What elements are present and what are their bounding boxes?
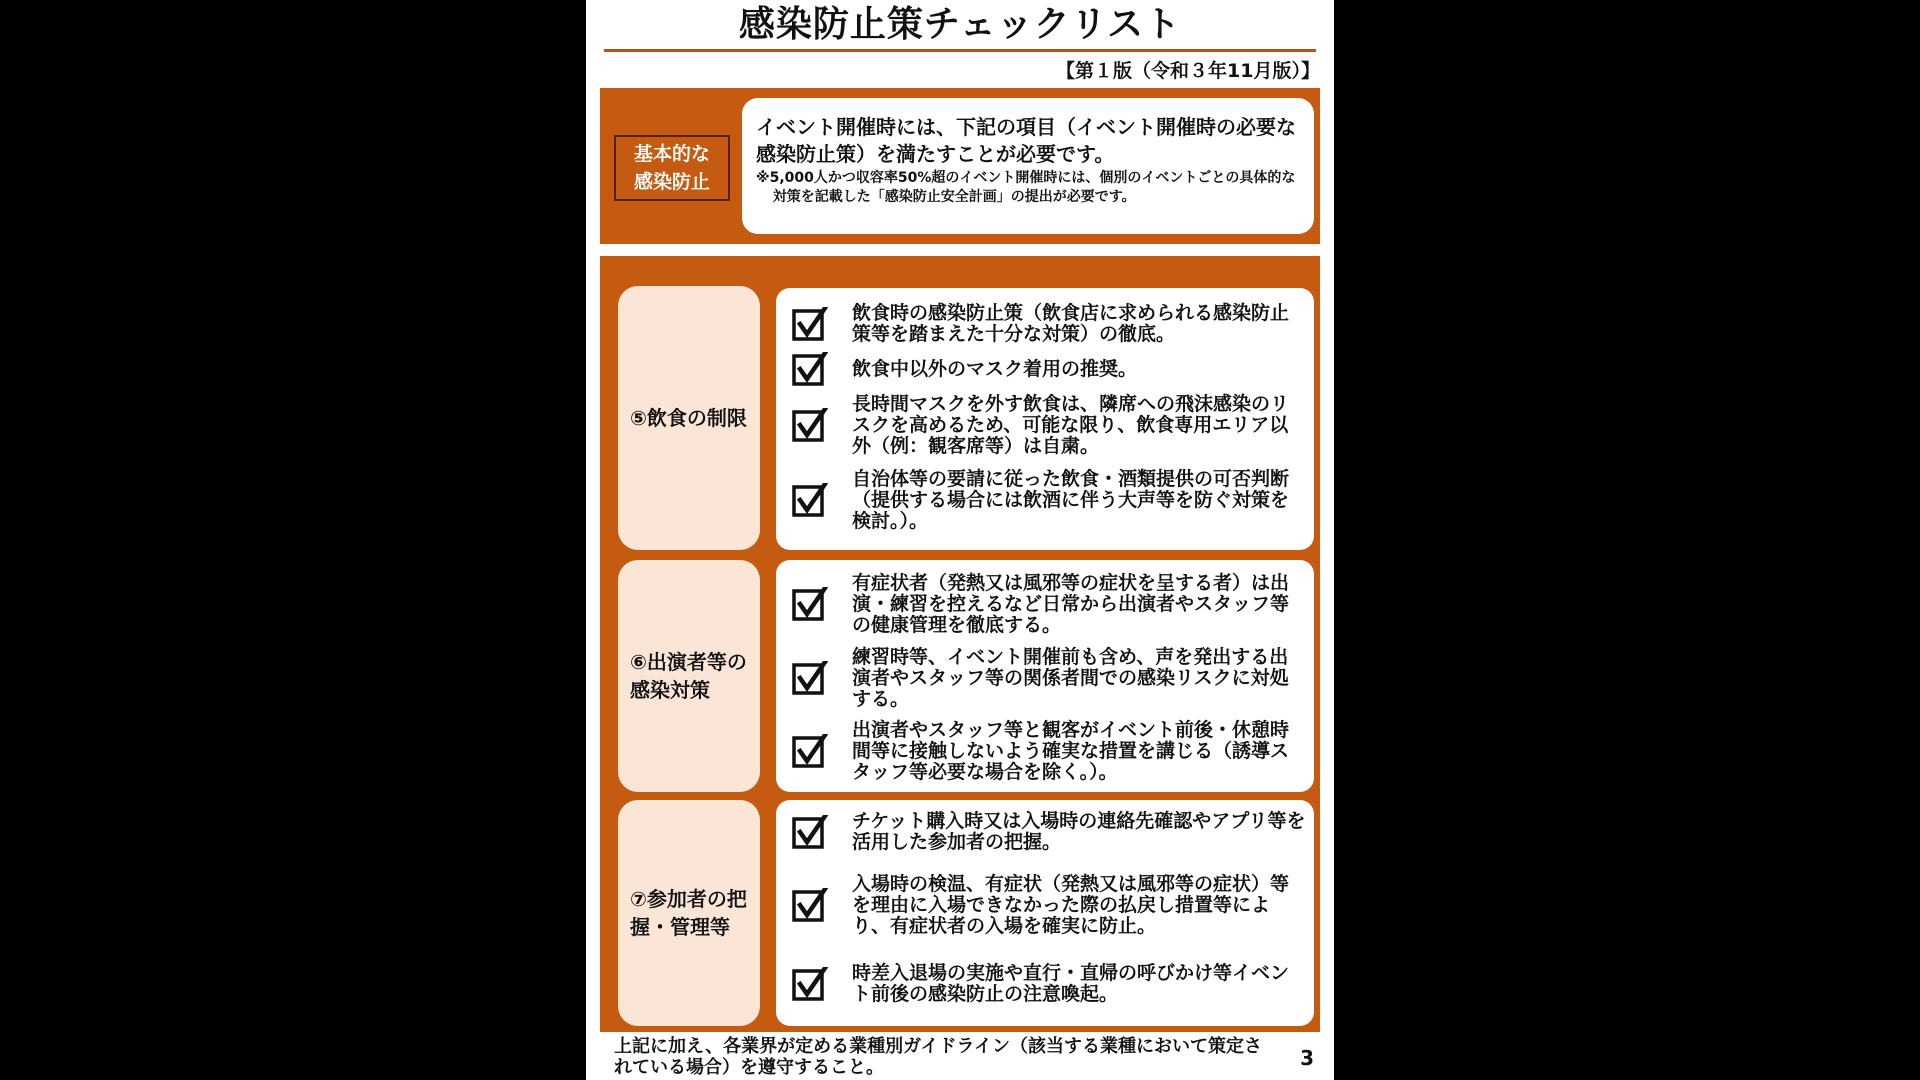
- checkbox-checked-icon: [792, 815, 828, 849]
- checkbox-checked-icon: [792, 734, 828, 768]
- checklist-item: [776, 806, 1314, 858]
- category-5-label-text: ⑤飲食の制限: [630, 406, 747, 430]
- page-number: 3: [1300, 1046, 1314, 1070]
- checklist-item: [776, 464, 1314, 536]
- basic-measures-text: イベント開催時には、下記の項目（イベント開催時の必要な感染防止策）を満たすことが必要です。: [756, 115, 1296, 166]
- checklist-item-text: 練習時等、イベント開催前も含め、声を発出する出演者やスタッフ等の関係者間での感染リスクに対処する。: [852, 645, 1289, 710]
- basic-measures-label: [614, 135, 730, 201]
- checklist-item-text: 自治体等の要請に従った飲食・酒類提供の可否判断（提供する場合には飲酒に伴う大声等を防ぐ対策を検討。）。: [852, 467, 1290, 532]
- checklist-item: [776, 716, 1314, 786]
- checkbox-checked-icon: [792, 352, 828, 386]
- category-6-items: [776, 560, 1314, 792]
- checklist-item-text: 入場時の検温、有症状（発熱又は風邪等の症状）等を理由に入場できなかった際の払戻し措置等により、有症状者の入場を確実に防止。: [852, 872, 1290, 937]
- category-6-label-text: ⑥出演者等の感染対策: [630, 650, 747, 702]
- basic-measures-box: [742, 98, 1314, 234]
- checkbox-checked-icon: [792, 967, 828, 1001]
- checklist-item-text: 有症状者（発熱又は風邪等の症状を呈する者）は出演・練習を控えるなど日常から出演者やスタッフ等の健康管理を徹底する。: [852, 571, 1290, 636]
- category-5-items: [776, 288, 1314, 550]
- checkbox-checked-icon: [792, 888, 828, 922]
- checklist-item: [776, 958, 1314, 1010]
- checkbox-checked-icon: [792, 587, 828, 621]
- checklist-item-text: 長時間マスクを外す飲食は、隣席への飛沫感染のリスクを高めるため、可能な限り、飲食専用エリア以外（例：観客席等）は自粛。: [852, 392, 1290, 457]
- checklist-item: [776, 568, 1314, 640]
- checkbox-checked-icon: [792, 408, 828, 442]
- checklist-item-text: 出演者やスタッフ等と観客がイベント前後・休憩時間等に接触しないよう確実な措置を講じる（誘導スタッフ等必要な場合を除く。）。: [852, 718, 1290, 783]
- basic-measures-panel: [600, 88, 1320, 244]
- checklist-item-text: 時差入退場の実施や直行・直帰の呼びかけ等イベント前後の感染防止の注意喚起。: [852, 962, 1290, 1005]
- category-5-label: [618, 286, 760, 550]
- checklist-item: [776, 868, 1314, 942]
- checklist-page: [586, 0, 1334, 1080]
- category-6-label: [618, 560, 760, 792]
- checklist-item: [776, 296, 1314, 352]
- checklist-item-text: 飲食時の感染防止策（飲食店に求められる感染防止策等を踏まえた十分な対策）の徹底。: [852, 302, 1290, 345]
- title-underline: [604, 49, 1316, 52]
- checklist-item: [776, 388, 1314, 462]
- category-7-items: [776, 800, 1314, 1026]
- checklist-item: [776, 352, 1314, 386]
- checkbox-checked-icon: [792, 661, 828, 695]
- checklist-item-text: 飲食中以外のマスク着用の推奨。: [852, 357, 1138, 380]
- basic-measures-label-text: 基本的な感染防止: [634, 143, 711, 193]
- category-7-label-text: ⑦参加者の把握・管理等: [630, 887, 747, 939]
- category-7-label: [618, 800, 760, 1026]
- checklist-item: [776, 642, 1314, 714]
- checkbox-checked-icon: [792, 483, 828, 517]
- footer-note: 上記に加え、各業界が定める業種別ガイドライン（該当する業種において策定されている場合）を遵守すること。: [614, 1036, 1262, 1078]
- edition-label: 【第１版（令和３年11月版）】: [1056, 60, 1320, 82]
- checklist-panel: [600, 256, 1320, 1032]
- page-title: 感染防止策チェックリスト: [738, 4, 1182, 45]
- checkbox-checked-icon: [792, 307, 828, 341]
- checklist-item-text: チケット購入時又は入場時の連絡先確認やアプリ等を活用した参加者の把握。: [852, 810, 1306, 853]
- basic-measures-note: ※5,000人かつ収容率50%超のイベント開催時には、個別のイベントごとの具体的な対策を記載した「感染防止安全計画」の提出が必要です。: [756, 170, 1296, 205]
